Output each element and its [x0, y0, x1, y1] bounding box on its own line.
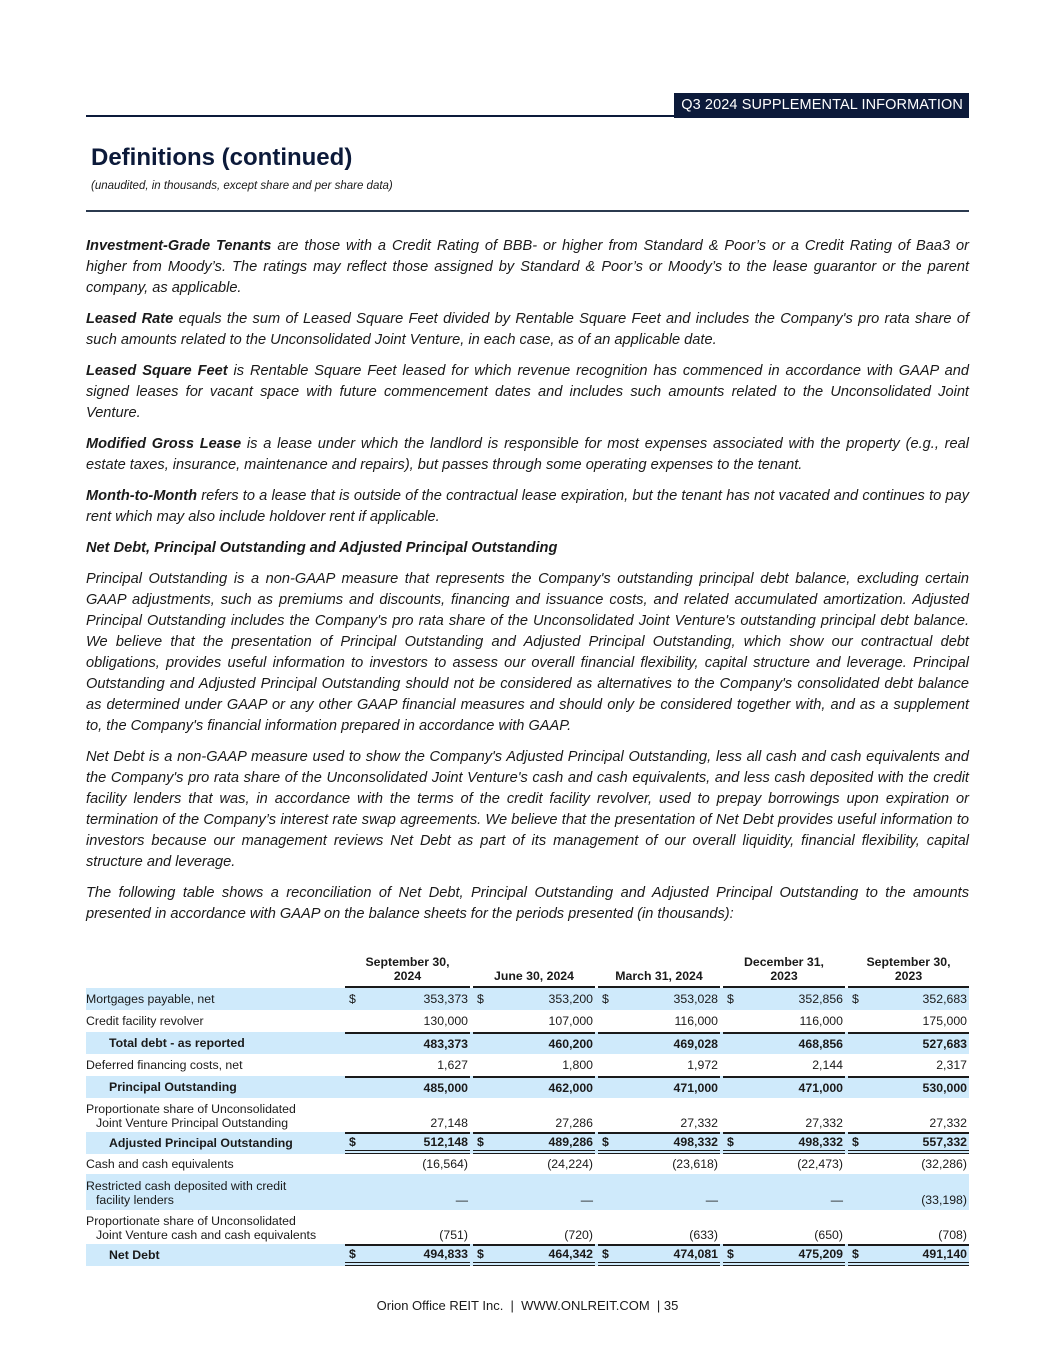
- table-intro-paragraph: The following table shows a reconciliation of Net Debt, Principal Outstanding and Adjusted Principal Outstanding to the amounts presented in accordance with GAAP on the balance sheets for the periods presented (in thousands):: [86, 885, 969, 922]
- column-header: June 30, 2024: [473, 955, 595, 988]
- definition-text: is a lease under which the landlord is responsible for most expenses associated with the property (e.g., real estate taxes, insurance, maintenance and repairs), but passes through some operating expenses to the tenant.: [86, 436, 969, 473]
- definition-leased-square-feet: [86, 361, 969, 424]
- column-header: September 30, 2024: [345, 955, 470, 988]
- table-row: Mortgages payable, net $ 353,373 $ 353,200 $ 353,028 $ 352,856 $ 352,683: [86, 988, 969, 1010]
- definition-text: is Rentable Square Feet leased for which revenue recognition has commenced in accordance with GAAP and signed leases for vacant space with future commencement dates and includes such amounts related to the Unconsolidated Joint Venture.: [86, 363, 969, 421]
- supplemental-badge: Q3 2024 SUPPLEMENTAL INFORMATION: [674, 93, 969, 118]
- definition-investment-grade-tenants: [86, 236, 969, 299]
- column-header: December 31, 2023: [723, 955, 845, 988]
- definition-term: Modified Gross Lease: [86, 436, 242, 452]
- definition-modified-gross-lease: [86, 434, 969, 476]
- table-row: Credit facility revolver 130,000 107,000 116,000 116,000 175,000: [86, 1014, 967, 1028]
- table-row-subtotal: Principal Outstanding 485,000 462,000 471,000 471,000 530,000: [86, 1076, 969, 1098]
- definition-month-to-month: [86, 486, 969, 528]
- column-header: March 31, 2024: [598, 955, 720, 988]
- net-debt-paragraph: Net Debt is a non-GAAP measure used to show the Company's Adjusted Principal Outstanding, less all cash and cash equivalents and the Company's pro rata share of the Unconsolidated Joint Venture's cash and cash equivalents, and less cash deposited with the credit facility lenders that was, in accordance with the terms of the credit facility revolver, used to prepay borrowings upon expiration or termination of the Company’s interest rate swap agreements. We believe that the presentation of Net Debt provides useful information to investors because our management reviews Net Debt as part of its management of our overall liquidity, financial flexibility, capital structure and leverage.: [86, 749, 969, 870]
- principal-outstanding-paragraph: Principal Outstanding is a non-GAAP measure that represents the Company's outstanding principal debt balance, excluding certain GAAP adjustments, such as premiums and discounts, financing and issuance costs, and related accumulated amortization. Adjusted Principal Outstanding includes the Company's pro rata share of the Unconsolidated Joint Venture's outstanding principal debt balance. We believe that the presentation of Principal Outstanding and Adjusted Principal Outstanding, which show our contractual debt obligations, provides useful information to investors to assess our overall financial flexibility, capital structure and leverage. Principal Outstanding and Adjusted Principal Outstanding should not be considered as alternatives to the Company's consolidated debt balance as determined under GAAP or any other GAAP financial measures and should only be considered together with, and as a supplement to, the Company's financial information prepared in accordance with GAAP.: [86, 571, 969, 734]
- table-row: Deferred financing costs, net 1,627 1,800 1,972 2,144 2,317: [86, 1058, 967, 1072]
- table-row: Proportionate share of Unconsolidated Joint Venture cash and cash equivalents (751) (720) (633) (650) (708): [86, 1214, 967, 1242]
- table-row: Restricted cash deposited with credit facility lenders — — — — (33,198): [86, 1174, 969, 1210]
- table-row-net-debt: Net Debt $ 494,833 $ 464,342 $ 474,081 $ 475,209 $ 491,140: [86, 1244, 969, 1266]
- net-debt-heading: Net Debt, Principal Outstanding and Adjusted Principal Outstanding: [86, 540, 558, 556]
- table-row-total: Adjusted Principal Outstanding $ 512,148 $ 489,286 $ 498,332 $ 498,332 $ 557,332: [86, 1132, 969, 1154]
- page-subtitle: (unaudited, in thousands, except share and per share data): [91, 180, 393, 192]
- table-row-total: Total debt - as reported 483,373 460,200 469,028 468,856 527,683: [86, 1032, 969, 1054]
- definition-term: Month-to-Month: [86, 488, 198, 504]
- table-row: Cash and cash equivalents (16,564) (24,224) (23,618) (22,473) (32,286): [86, 1157, 967, 1171]
- net-debt-reconciliation-table: [86, 955, 969, 1266]
- table-header-row: [86, 955, 969, 988]
- page-footer: Orion Office REIT Inc. | WWW.ONLREIT.COM | 35: [376, 1298, 679, 1313]
- definition-text: equals the sum of Leased Square Feet divided by Rentable Square Feet and includes the Company's pro rata share of such amounts related to the Unconsolidated Joint Venture, in each case, as of an applicable date.: [86, 311, 969, 348]
- column-header: September 30, 2023: [848, 955, 969, 988]
- definitions-body: [86, 236, 969, 935]
- table-row: Proportionate share of Unconsolidated Joint Venture Principal Outstanding 27,148 27,286 27,332 27,332 27,332: [86, 1102, 967, 1130]
- definition-term: Investment-Grade Tenants: [86, 238, 272, 254]
- page-title: Definitions (continued): [91, 144, 353, 171]
- page-header-bar: [86, 93, 969, 117]
- definition-term: Leased Square Feet: [86, 363, 228, 379]
- definition-text: refers to a lease that is outside of the contractual lease expiration, but the tenant has not vacated and continues to pay rent which may also include holdover rent if applicable.: [86, 488, 969, 525]
- definition-term: Leased Rate: [86, 311, 174, 327]
- title-divider: [86, 210, 969, 212]
- definition-leased-rate: [86, 309, 969, 351]
- definition-text: are those with a Credit Rating of BBB- or higher from Standard & Poor’s or a Credit Rating of Baa3 or higher from Moody’s. The ratings may reflect those assigned by Standard & Poor’s or Moody’s to the lease guarantor or the parent company, as applicable.: [86, 238, 969, 296]
